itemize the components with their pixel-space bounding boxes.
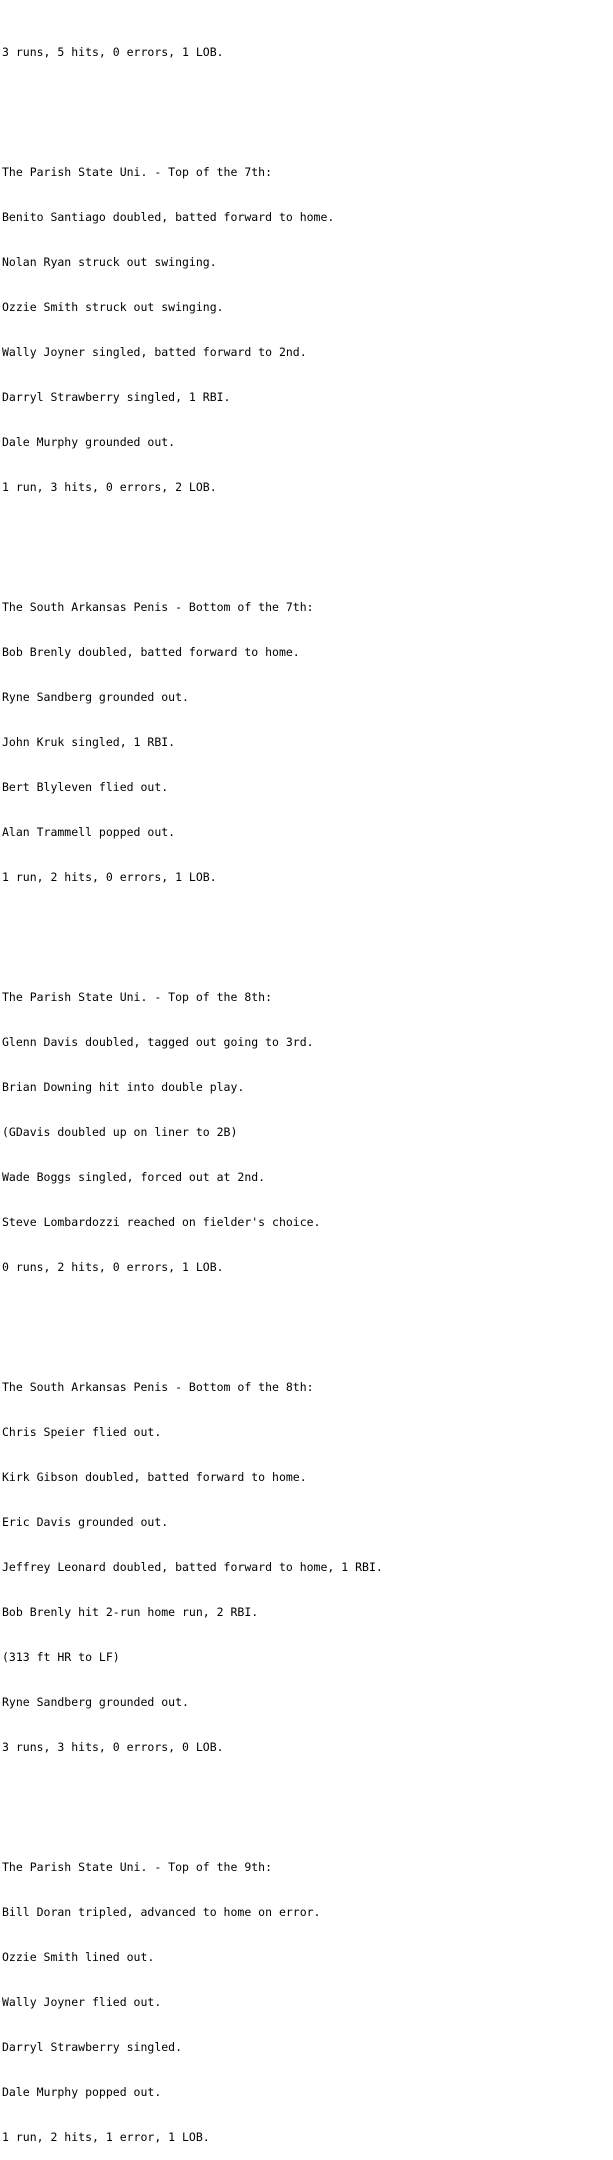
inning-summary: 1 run, 3 hits, 0 errors, 2 LOB. — [2, 480, 217, 494]
play-line: Dale Murphy grounded out. — [2, 435, 176, 449]
play-line: Bill Doran tripled, advanced to home on error. — [2, 1905, 321, 1919]
spacer — [2, 525, 383, 540]
inning-header: The Parish State Uni. - Top of the 9th: — [2, 1860, 273, 1874]
play-line: Chris Speier flied out. — [2, 1425, 162, 1439]
play-line: Kirk Gibson doubled, batted forward to home. — [2, 1470, 307, 1484]
play-line: Alan Trammell popped out. — [2, 825, 176, 839]
spacer — [2, 915, 383, 930]
play-line: Glenn Davis doubled, tagged out going to 3rd. — [2, 1035, 314, 1049]
inning-header: The Parish State Uni. - Top of the 8th: — [2, 990, 273, 1004]
play-line: Wally Joyner singled, batted forward to 2nd. — [2, 345, 307, 359]
play-line: Ryne Sandberg grounded out. — [2, 1695, 189, 1709]
play-line: Darryl Strawberry singled. — [2, 2040, 183, 2054]
play-line: Ozzie Smith struck out swinging. — [2, 300, 224, 314]
play-line: Wade Boggs singled, forced out at 2nd. — [2, 1170, 266, 1184]
play-line: Eric Davis grounded out. — [2, 1515, 169, 1529]
inning-summary: 1 run, 2 hits, 1 error, 1 LOB. — [2, 2130, 210, 2144]
play-line: Steve Lombardozzi reached on fielder's choice. — [2, 1215, 321, 1229]
spacer — [2, 1785, 383, 1800]
play-line: John Kruk singled, 1 RBI. — [2, 735, 176, 749]
play-line: Dale Murphy popped out. — [2, 2085, 162, 2099]
play-line: Bob Brenly doubled, batted forward to home. — [2, 645, 300, 659]
inning-header: The South Arkansas Penis - Bottom of the 8th: — [2, 1380, 314, 1394]
inning-summary: 3 runs, 5 hits, 0 errors, 1 LOB. — [2, 45, 224, 59]
play-line: Wally Joyner flied out. — [2, 1995, 162, 2009]
inning-header: The South Arkansas Penis - Bottom of the 7th: — [2, 600, 314, 614]
play-line: Ozzie Smith lined out. — [2, 1950, 155, 1964]
spacer — [2, 1305, 383, 1320]
play-by-play-log — [2, 0, 383, 2160]
play-line: Jeffrey Leonard doubled, batted forward to home, 1 RBI. — [2, 1560, 383, 1574]
play-note: (313 ft HR to LF) — [2, 1650, 120, 1664]
inning-header: The Parish State Uni. - Top of the 7th: — [2, 165, 273, 179]
inning-summary: 0 runs, 2 hits, 0 errors, 1 LOB. — [2, 1260, 224, 1274]
play-line: Bert Blyleven flied out. — [2, 780, 169, 794]
play-line: Ryne Sandberg grounded out. — [2, 690, 189, 704]
play-line: Darryl Strawberry singled, 1 RBI. — [2, 390, 231, 404]
play-line: Bob Brenly hit 2-run home run, 2 RBI. — [2, 1605, 259, 1619]
play-line: Benito Santiago doubled, batted forward to home. — [2, 210, 335, 224]
inning-summary: 1 run, 2 hits, 0 errors, 1 LOB. — [2, 870, 217, 884]
play-line: Brian Downing hit into double play. — [2, 1080, 245, 1094]
play-line: Nolan Ryan struck out swinging. — [2, 255, 217, 269]
inning-summary: 3 runs, 3 hits, 0 errors, 0 LOB. — [2, 1740, 224, 1754]
spacer — [2, 90, 383, 105]
play-note: (GDavis doubled up on liner to 2B) — [2, 1125, 238, 1139]
